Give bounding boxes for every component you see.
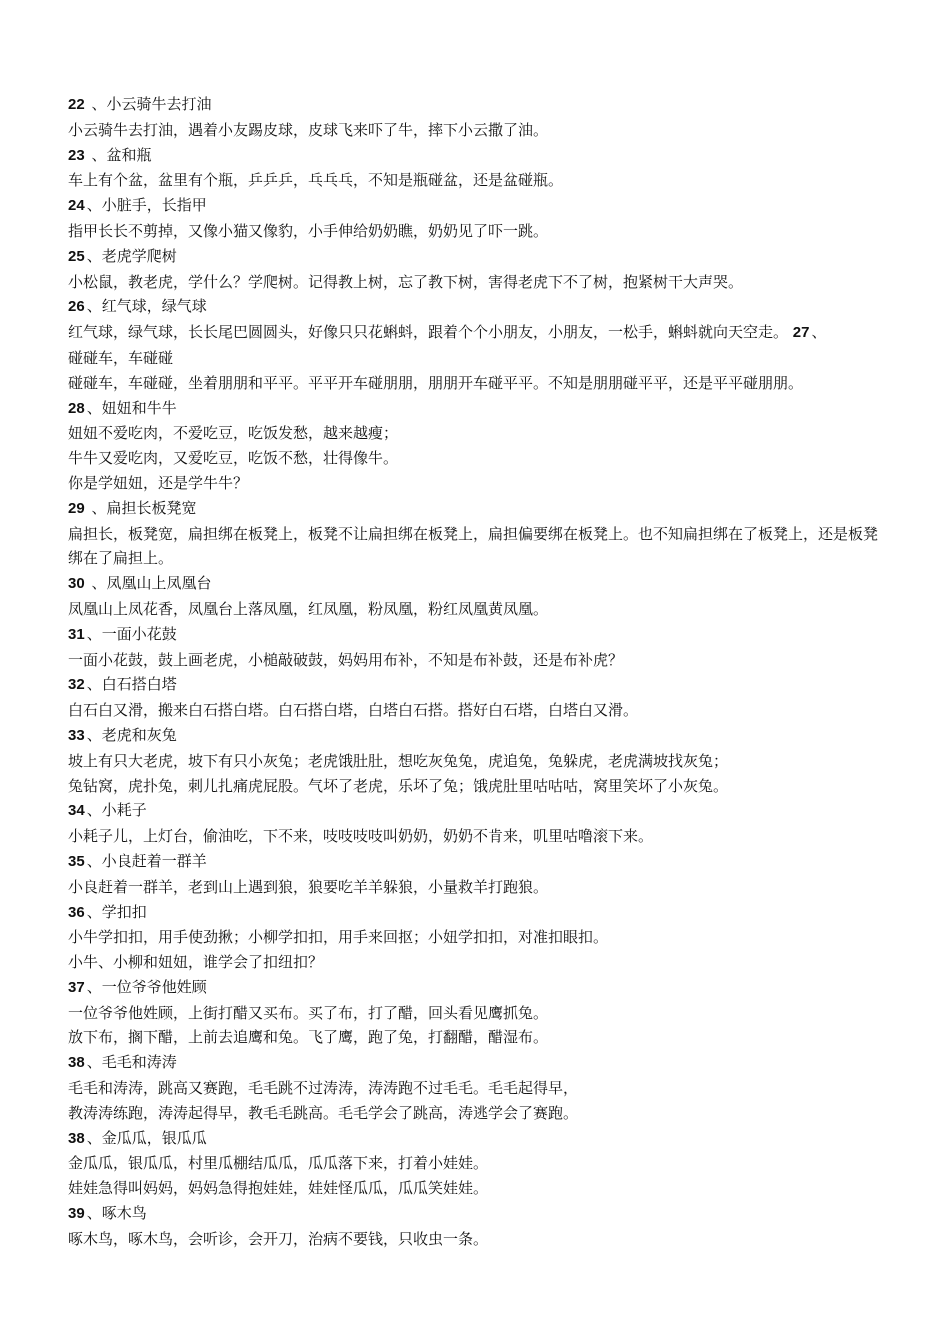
- item-body-line: 一面小花鼓，鼓上画老虎，小槌敲破鼓，妈妈用布补，不知是布补鼓，还是布补虎？: [68, 650, 624, 669]
- item-body-line: 毛毛和涛涛，跳高又赛跑，毛毛跳不过涛涛，涛涛跑不过毛毛。毛毛起得早，: [68, 1079, 579, 1098]
- item-body-line: 碰碰车，车碰碰，坐着朋朋和平平。平平开车碰朋朋，朋朋开车碰平平。不知是朋朋碰平平，还是平平碰朋朋。: [68, 373, 804, 392]
- item-body-line: 车上有个盆，盆里有个瓶，乒乒乒，乓乓乓，不知是瓶碰盆，还是盆碰瓶。: [68, 171, 564, 190]
- item-heading: [68, 92, 888, 118]
- item-heading: [68, 193, 888, 219]
- item-separator: 、: [86, 246, 102, 265]
- document-body: [68, 92, 888, 1252]
- item-title: 啄木鸟: [101, 1204, 147, 1223]
- item-separator: 、: [86, 297, 102, 316]
- item-body-line: 妞妞不爱吃肉，不爱吃豆，吃饭发愁，越来越瘦；: [68, 424, 399, 443]
- item-separator: 、: [86, 851, 102, 870]
- item-heading: [68, 798, 888, 824]
- item-body-line: 放下布，搁下醋，上前去追鹰和兔。飞了鹰，跑了兔，打翻醋，醋湿布。: [68, 1028, 549, 1047]
- item-separator: 、: [86, 977, 102, 996]
- item-body-line: 小耗子儿，上灯台，偷油吃，下不来，吱吱吱吱叫奶奶，奶奶不肯来，叽里咕噜滚下来。: [68, 827, 654, 846]
- item-heading: [68, 975, 888, 1001]
- item-number: 32: [68, 676, 85, 694]
- item-separator: 、: [86, 574, 107, 593]
- item-heading: [68, 849, 888, 875]
- item-body-line: 娃娃急得叫妈妈，妈妈急得抱娃娃，娃娃怪瓜瓜，瓜瓜笑娃娃。: [68, 1179, 489, 1198]
- item-number: 26: [68, 298, 85, 316]
- item-separator: 、: [86, 398, 102, 417]
- item-heading: [68, 1050, 888, 1076]
- item-heading: [68, 1126, 888, 1152]
- item-separator: 、: [86, 196, 102, 215]
- item-title: 一面小花鼓: [101, 624, 177, 643]
- item-number: 29: [68, 499, 85, 517]
- item-body-line: 坡上有只大老虎，坡下有只小灰兔；老虎饿肚肚，想吃灰兔兔，虎追兔，兔躲虎，老虎满坡找灰兔；: [68, 751, 729, 770]
- item-title: 小云骑牛去打油: [106, 95, 212, 113]
- item-separator: 、: [86, 725, 102, 744]
- item-heading: [68, 244, 888, 270]
- item-body-line: 小牛学扣扣，用手使劲揪；小柳学扣扣，用手来回抠；小妞学扣扣，对准扣眼扣。: [68, 928, 609, 947]
- item-body-line: 小云骑牛去打油，遇着小友踢皮球，皮球飞来吓了牛，摔下小云撒了油。: [68, 120, 549, 139]
- item-title: 老虎和灰兔: [101, 725, 177, 744]
- item-separator: 、: [86, 498, 107, 517]
- item-number: 36: [68, 903, 85, 921]
- item-title: 老虎学爬树: [101, 246, 177, 265]
- item-body-line: 红气球，绿气球，长长尾巴圆圆头，好像只只花蝌蚪，跟着个个小朋友，小朋友，一松手，蝌蚪就向天空走。 27 、: [68, 323, 827, 342]
- item-number: 37: [68, 978, 85, 996]
- item-heading: [68, 622, 888, 648]
- item-separator: 、: [86, 675, 102, 694]
- item-body-line: 指甲长长不剪掉，又像小猫又像豹，小手伸给奶奶瞧，奶奶见了吓一跳。: [68, 221, 549, 240]
- item-heading: [68, 396, 888, 422]
- item-title: 红气球，绿气球: [101, 297, 207, 316]
- item-heading: [68, 571, 888, 597]
- item-title: 小脏手，长指甲: [101, 196, 207, 215]
- item-number: 25: [68, 247, 85, 265]
- item-number: 34: [68, 802, 85, 820]
- item-heading: [68, 900, 888, 926]
- item-body-line: 小良赶着一群羊，老到山上遇到狼，狼要吃羊羊躲狼，小量救羊打跑狼。: [68, 877, 549, 896]
- item-separator: 、: [86, 902, 102, 921]
- item-separator: 、: [811, 323, 827, 342]
- item-title-continued: 碰碰车，车碰碰: [68, 348, 174, 367]
- item-body-line: 凤凰山上凤花香，凤凰台上落凤凰，红凤凰，粉凤凰，粉红凤凰黄凤凰。: [68, 599, 549, 618]
- item-body-line: 一位爷爷他姓顾，上街打醋又买布。买了布，打了醋，回头看见鹰抓兔。: [68, 1003, 549, 1022]
- item-separator: 、: [86, 1204, 102, 1223]
- item-body-line: 兔钻窝，虎扑兔，刺儿扎痛虎屁股。气坏了老虎，乐坏了兔；饿虎肚里咕咕咕，窝里笑坏了小灰兔。: [68, 776, 729, 795]
- item-heading: [68, 143, 888, 169]
- item-body-line: 白石白又滑，搬来白石搭白塔。白石搭白塔，白塔白石搭。搭好白石塔，白塔白又滑。: [68, 701, 639, 720]
- item-title: 学扣扣: [101, 902, 147, 921]
- item-body-line: 你是学妞妞，还是学牛牛？: [68, 473, 249, 492]
- item-title: 白石搭白塔: [101, 675, 177, 694]
- item-title: 凤凰山上凤凰台: [106, 574, 212, 593]
- item-title: 扁担长板凳宽: [106, 498, 197, 517]
- item-number: 33: [68, 726, 85, 744]
- item-separator: 、: [86, 801, 102, 820]
- item-body-line: 金瓜瓜，银瓜瓜，村里瓜棚结瓜瓜，瓜瓜落下来，打着小娃娃。: [68, 1154, 489, 1173]
- item-number: 38: [68, 1129, 85, 1147]
- item-title: 毛毛和涛涛: [101, 1053, 177, 1072]
- item-separator: 、: [86, 1128, 102, 1147]
- item-number: 28: [68, 399, 85, 417]
- item-body-line: 牛牛又爱吃肉，又爱吃豆，吃饭不愁，壮得像牛。: [68, 449, 399, 468]
- item-heading: [68, 294, 888, 320]
- item-title: 盆和瓶: [106, 145, 152, 164]
- item-title: 金瓜瓜，银瓜瓜: [101, 1128, 207, 1147]
- item-number: 38: [68, 1054, 85, 1072]
- item-heading: [68, 1201, 888, 1227]
- item-heading: [68, 723, 888, 749]
- item-body-line: 小松鼠，教老虎，学什么？学爬树。记得教上树，忘了教下树，害得老虎下不了树，抱紧树干大声哭。: [68, 272, 744, 291]
- item-body-line: 教涛涛练跑，涛涛起得早，教毛毛跳高。毛毛学会了跳高，涛逃学会了赛跑。: [68, 1103, 579, 1122]
- item-number: 24: [68, 197, 85, 215]
- item-separator: 、: [86, 95, 107, 113]
- item-body-line: 小牛、小柳和妞妞，谁学会了扣纽扣？: [68, 953, 324, 972]
- item-number: 30: [68, 575, 85, 593]
- item-body-line: 扁担长，板凳宽，扁担绑在板凳上，板凳不让扁担绑在板凳上，扁担偏要绑在板凳上。也不知扁担绑在了板凳上，还是板凳绑在了扁担上。: [68, 524, 879, 568]
- item-number: 27: [792, 324, 810, 342]
- item-title: 小耗子: [101, 801, 147, 820]
- item-title: 妞妞和牛牛: [101, 398, 177, 417]
- item-number: 39: [68, 1205, 85, 1223]
- item-title: 小良赶着一群羊: [101, 851, 207, 870]
- item-heading: [68, 496, 888, 522]
- item-heading: [68, 672, 888, 698]
- item-separator: 、: [86, 145, 107, 164]
- item-body-line: 啄木鸟，啄木鸟，会听诊，会开刀，治病不要钱，只收虫一条。: [68, 1229, 489, 1248]
- item-number: 23: [68, 146, 85, 164]
- item-number: 35: [68, 852, 85, 870]
- item-separator: 、: [86, 624, 102, 643]
- item-title: 一位爷爷他姓顾: [101, 977, 207, 996]
- item-number: 31: [68, 625, 85, 643]
- item-separator: 、: [86, 1053, 102, 1072]
- item-number: 22: [68, 96, 85, 113]
